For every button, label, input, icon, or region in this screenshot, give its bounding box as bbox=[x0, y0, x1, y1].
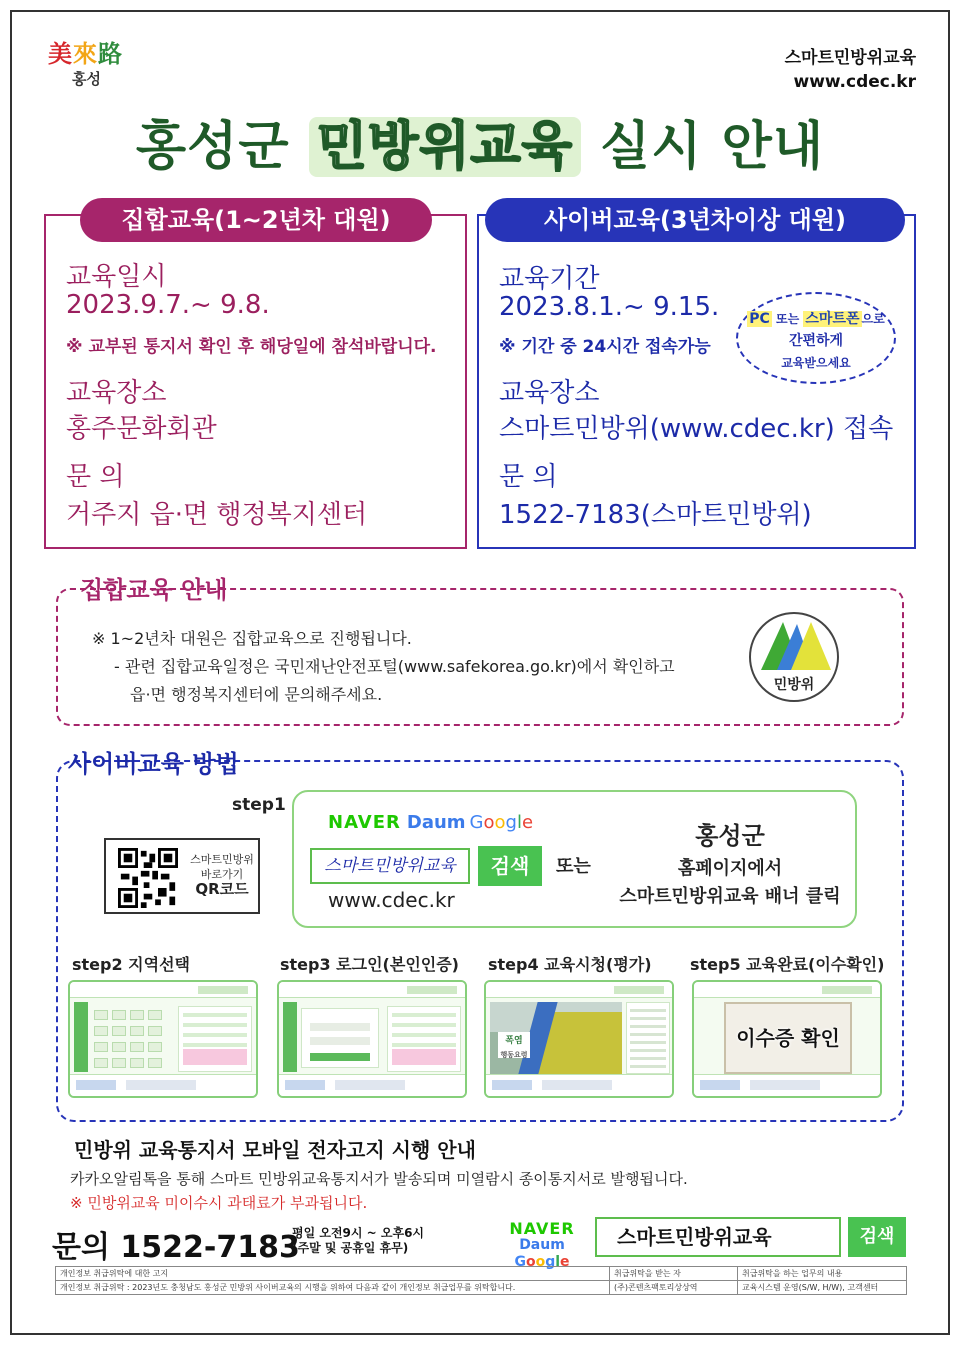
step5-screenshot bbox=[692, 980, 882, 1098]
daum-logo: Daum bbox=[406, 812, 466, 833]
cyber-contact-label: 문 의 bbox=[499, 462, 558, 492]
gather-date-value: 2023.9.7.~ 9.8. bbox=[66, 290, 270, 320]
cyber-period-label: 교육기간 bbox=[499, 264, 600, 294]
certificate-label: 이수증 확인 bbox=[736, 1026, 840, 1050]
gather-info-line: 읍·면 행정복지센터에 문의해주세요. bbox=[130, 685, 383, 704]
contact-phone: 문의 1522-7183 bbox=[52, 1230, 300, 1265]
gather-info-title: 집합교육 안내 bbox=[80, 576, 228, 604]
step4-screenshot: 폭염 행동요령 bbox=[484, 980, 674, 1098]
header-site-name: 스마트민방위교육 bbox=[784, 48, 916, 68]
bottom-search-engine-logos bbox=[494, 1220, 590, 1271]
mountains-icon bbox=[751, 614, 837, 674]
mobile-notice-title: 민방위 교육통지서 모바일 전자고지 시행 안내 bbox=[74, 1138, 476, 1162]
qr-code-caption: 스마트민방위 바로가기 QR코드 bbox=[190, 853, 254, 898]
gather-education-tab: 집합교육(1~2년차 대원) bbox=[80, 198, 432, 242]
privacy-notice-table bbox=[55, 1266, 907, 1295]
header-site-url[interactable]: www.cdec.kr bbox=[793, 72, 916, 92]
cyber-place-label: 교육장소 bbox=[499, 378, 600, 408]
mobile-notice-warning: ※ 민방위교육 미이수시 과태료가 부과됩니다. bbox=[70, 1194, 368, 1212]
speech-bubble: PC 또는 스마트폰 으로 간편하게 교육받으세요 bbox=[736, 292, 896, 384]
table-row: 개인정보 취급위탁 : 2023년도 충청남도 홍성군 민방위 사이버교육의 시행을 위하여 다음과 같이 개인정보 취급업무를 위탁합니다. (주)콘텐츠팩토리상상역 교육시스템 운영(S/W, H/W), 고객센터 bbox=[56, 1281, 907, 1295]
naver-logo: NAVER bbox=[509, 1219, 575, 1238]
step3-screenshot bbox=[277, 980, 467, 1098]
table-row: 개인정보 취급위탁에 대한 고지 취급위탁을 받는 자 취급위탁을 하는 업무의 내용 bbox=[56, 1267, 907, 1281]
page-title: 홍성군 민방위교육 실시 안내 bbox=[135, 117, 825, 177]
gather-education-panel bbox=[44, 206, 467, 549]
gather-info-line: - 관련 집합교육일정은 국민재난안전포털(www.safekorea.go.kr)에서 확인하고 bbox=[114, 657, 675, 676]
google-logo: Google bbox=[469, 812, 534, 833]
county-homepage-title: 홍성군 bbox=[695, 822, 765, 850]
cyber-education-panel bbox=[477, 206, 916, 549]
naver-logo: NAVER bbox=[328, 812, 401, 833]
bottom-search-input[interactable]: 스마트민방위교육 bbox=[595, 1217, 841, 1257]
google-logo: Google bbox=[514, 1254, 570, 1270]
cyber-contact-value: 1522-7183(스마트민방위) bbox=[499, 500, 812, 530]
search-engine-logos bbox=[328, 812, 533, 833]
qr-code-card[interactable] bbox=[104, 838, 260, 914]
or-text: 또는 bbox=[556, 856, 591, 877]
header-site-info bbox=[785, 46, 916, 94]
cyber-education-tab: 사이버교육(3년차이상 대원) bbox=[485, 198, 905, 242]
cyber-method-title: 사이버교육 방법 bbox=[68, 750, 239, 778]
gather-date-label: 교육일시 bbox=[66, 262, 167, 292]
county-logo-sub: 홍성 bbox=[72, 70, 101, 88]
gather-place-label: 교육장소 bbox=[66, 378, 167, 408]
step3-label: step3 로그인(본인인증) bbox=[280, 955, 459, 974]
daum-logo: Daum bbox=[519, 1237, 565, 1253]
county-logo: 美來路 bbox=[48, 39, 123, 68]
qr-code-icon[interactable] bbox=[118, 848, 178, 908]
mobile-notice-text: 카카오알림톡을 통해 스마트 민방위교육통지서가 발송되며 미열람시 종이통지서로 발행됩니다. bbox=[70, 1170, 688, 1188]
step1-label: step1 bbox=[232, 795, 286, 815]
cyber-place-value[interactable]: 스마트민방위(www.cdec.kr) 접속 bbox=[499, 414, 894, 444]
gather-contact-label: 문 의 bbox=[66, 462, 125, 492]
county-homepage-banner: 스마트민방위교육 배너 클릭 bbox=[619, 886, 841, 907]
county-homepage-line: 홈페이지에서 bbox=[677, 858, 783, 879]
civil-defense-logo: 민방위 bbox=[749, 612, 839, 702]
gather-date-note: ※ 교부된 통지서 확인 후 해당일에 참석바랍니다. bbox=[66, 337, 437, 357]
gather-contact-value: 거주지 읍·면 행정복지센터 bbox=[66, 500, 368, 530]
bottom-search-button[interactable]: 검색 bbox=[848, 1217, 906, 1257]
step4-label: step4 교육시청(평가) bbox=[488, 955, 652, 974]
step2-label: step2 지역선택 bbox=[72, 955, 191, 974]
step5-label: step5 교육완료(이수확인) bbox=[690, 955, 885, 974]
gather-info-line: ※ 1~2년차 대원은 집합교육으로 진행됩니다. bbox=[92, 629, 412, 648]
step1-search-box bbox=[292, 790, 857, 928]
cyber-period-value: 2023.8.1.~ 9.15. bbox=[499, 292, 720, 322]
cyber-period-note: ※ 기간 중 24시간 접속가능 bbox=[499, 337, 711, 357]
search-button[interactable]: 검색 bbox=[478, 846, 542, 886]
site-url[interactable]: www.cdec.kr bbox=[328, 888, 455, 912]
step2-screenshot bbox=[68, 980, 258, 1098]
gather-place-value: 홍주문화회관 bbox=[66, 414, 217, 444]
contact-hours: 평일 오전9시 ~ 오후6시 (주말 및 공휴일 휴무) bbox=[292, 1226, 425, 1255]
search-input[interactable]: 스마트민방위교육 bbox=[310, 848, 470, 884]
